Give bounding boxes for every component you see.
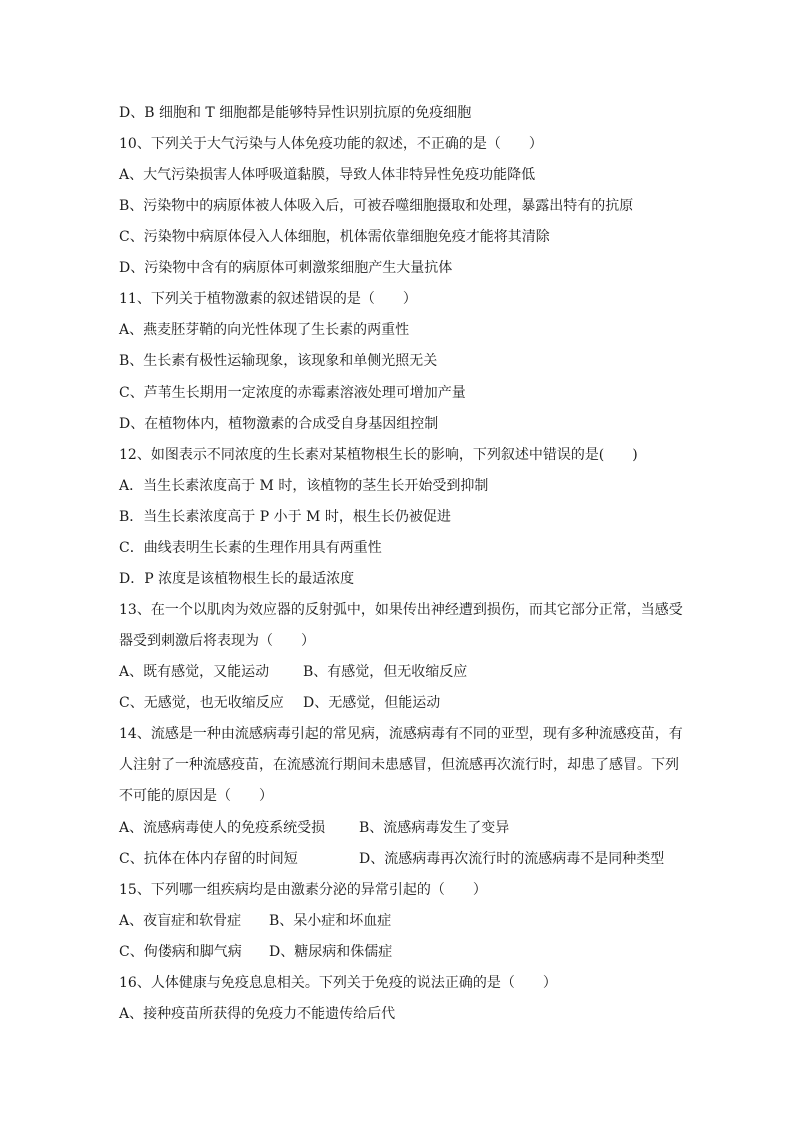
q16-stem: 16、人体健康与免疫息息相关。下列关于免疫的说法正确的是（ ）	[119, 975, 557, 991]
q12-stem: 12、如图表示不同浓度的生长素对某植物根生长的影响，下列叙述中错误的是( )	[119, 447, 638, 463]
q10-option-c: C、污染物中病原体侵入人体细胞，机体需依靠细胞免疫才能将其清除	[119, 229, 550, 245]
q14-stem-line3: 不可能的原因是（ ）	[119, 788, 273, 804]
q11-option-d: D、在植物体内，植物激素的合成受自身基因组控制	[119, 416, 439, 432]
q11-option-b: B、生长素有极性运输现象，该现象和单侧光照无关	[119, 353, 438, 369]
q15-option-d: D、糖尿病和侏儒症	[269, 944, 393, 960]
q12-option-d: D．P 浓度是该植物根生长的最适浓度	[119, 571, 355, 587]
q12-option-c: C．曲线表明生长素的生理作用具有两重性	[119, 540, 382, 556]
q13-option-c: C、无感觉，也无收缩反应	[119, 695, 284, 711]
q14-option-a: A、流感病毒使人的免疫系统受损	[119, 820, 326, 836]
q11-option-c: C、芦苇生长期用一定浓度的赤霉素溶液处理可增加产量	[119, 385, 466, 401]
q13-option-b: B、有感觉，但无收缩反应	[303, 664, 468, 680]
q10-option-a: A、大气污染损害人体呼吸道黏膜，导致人体非特异性免疫功能降低	[119, 167, 536, 183]
q13-stem-line2: 器受到刺激后将表现为（ ）	[119, 633, 315, 649]
q13-stem-line1: 13、在一个以肌肉为效应器的反射弧中，如果传出神经遭到损伤，而其它部分正常，当感受	[119, 602, 683, 618]
q14-stem-line2: 人注射了一种流感疫苗，在流感流行期间未患感冒，但流感再次流行时，却患了感冒。下列	[119, 757, 679, 773]
q13-option-a: A、既有感觉，又能运动	[119, 664, 270, 680]
q13-option-d: D、无感觉，但能运动	[303, 695, 441, 711]
q11-stem: 11、下列关于植物激素的叙述错误的是（ ）	[119, 291, 417, 307]
q14-option-c: C、抗体在体内存留的时间短	[119, 851, 298, 867]
q10-option-d: D、污染物中含有的病原体可刺激浆细胞产生大量抗体	[119, 260, 453, 276]
q14-option-d: D、流感病毒再次流行时的流感病毒不是同种类型	[359, 851, 665, 867]
q16-option-a: A、接种疫苗所获得的免疫力不能遗传给后代	[119, 1006, 396, 1022]
q14-stem-line1: 14、流感是一种由流感病毒引起的常见病，流感病毒有不同的亚型，现有多种流感疫苗，有	[119, 726, 683, 742]
q15-stem: 15、下列哪一组疾病均是由激素分泌的异常引起的（ ）	[119, 882, 487, 898]
q12-option-a: A．当生长素浓度高于 M 时，该植物的茎生长开始受到抑制	[119, 478, 489, 494]
q15-option-a: A、夜盲症和软骨症	[119, 913, 242, 929]
q11-option-a: A、燕麦胚芽鞘的向光性体现了生长素的两重性	[119, 322, 410, 338]
q10-stem: 10、下列关于大气污染与人体免疫功能的叙述，不正确的是（ ）	[119, 136, 543, 152]
q14-option-b: B、流感病毒发生了变异	[359, 820, 510, 836]
q12-option-b: B．当生长素浓度高于 P 小于 M 时，根生长仍被促进	[119, 509, 451, 525]
q9-option-d: D、B 细胞和 T 细胞都是能够特异性识别抗原的免疫细胞	[119, 105, 472, 121]
q15-option-c: C、佝偻病和脚气病	[119, 944, 242, 960]
q10-option-b: B、污染物中的病原体被人体吸入后，可被吞噬细胞摄取和处理，暴露出特有的抗原	[119, 198, 634, 214]
q15-option-b: B、呆小症和坏血症	[269, 913, 392, 929]
